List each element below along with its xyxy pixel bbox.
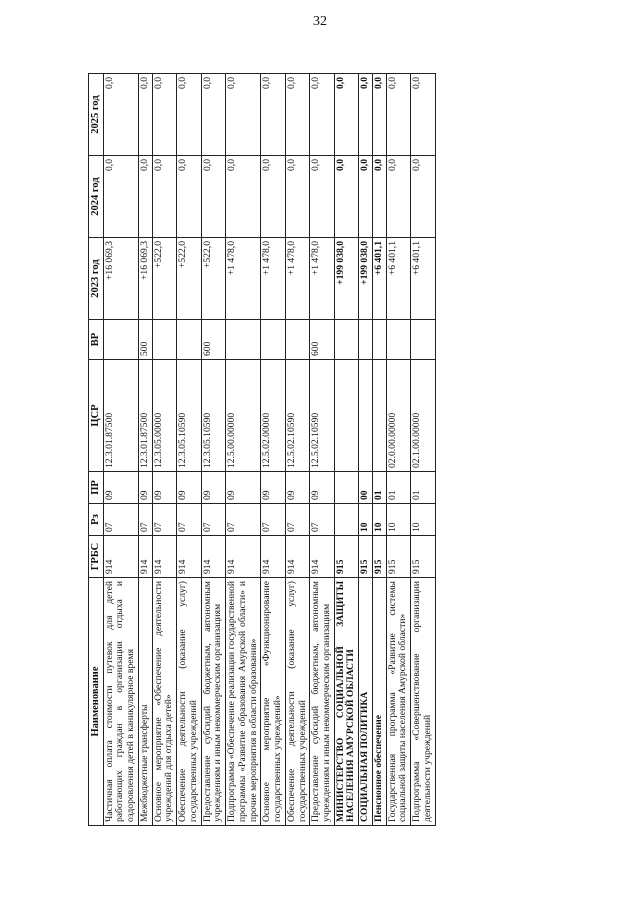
cell-2024: 0,0 [226, 156, 261, 238]
header-vr: ВР [89, 320, 104, 360]
cell-2025: 0,0 [386, 74, 410, 156]
cell-csr: 02.1.00.00000 [411, 360, 435, 472]
cell-2023: +16 069,3 [138, 238, 152, 320]
cell-rz: 10 [411, 504, 435, 536]
cell-2023: +1 478,0 [310, 238, 334, 320]
cell-name: Межбюджетные трансферты [138, 578, 152, 826]
cell-name: Подпрограмма «Обеспечение реализации государственной программы «Развитие образования Амурской области» и прочие мероприятия в области образования» [226, 578, 261, 826]
cell-csr [359, 360, 373, 472]
cell-2024: 0,0 [285, 156, 309, 238]
cell-2025: 0,0 [152, 74, 176, 156]
cell-2023: +1 478,0 [261, 238, 285, 320]
header-2024: 2024 год [89, 156, 104, 238]
cell-2025: 0,0 [359, 74, 373, 156]
table-row [359, 74, 373, 826]
header-pr: ПР [89, 472, 104, 504]
cell-csr: 12.5.02.10590 [285, 360, 309, 472]
rotated-table-frame [88, 74, 528, 826]
cell-rz: 07 [152, 504, 176, 536]
cell-pr [334, 472, 358, 504]
cell-name: Пенсионное обеспечение [372, 578, 386, 826]
cell-pr: 09 [261, 472, 285, 504]
cell-grbs: 914 [285, 536, 309, 578]
table-row [334, 74, 358, 826]
cell-2023: +6 401,1 [386, 238, 410, 320]
cell-rz: 10 [386, 504, 410, 536]
cell-grbs: 914 [226, 536, 261, 578]
header-2023: 2023 год [89, 238, 104, 320]
cell-name: Основное мероприятие «Обеспечение деятельности учреждений для отдыха детей» [152, 578, 176, 826]
cell-name: Предоставление субсидий бюджетным, автономным учреждениям и иным некоммерческим организациям [310, 578, 334, 826]
cell-pr: 09 [226, 472, 261, 504]
cell-rz: 07 [261, 504, 285, 536]
cell-rz: 07 [177, 504, 201, 536]
cell-name: Основное мероприятие «Функционирование государственных учреждений» [261, 578, 285, 826]
cell-grbs: 914 [103, 536, 138, 578]
cell-pr: 09 [285, 472, 309, 504]
cell-rz: 07 [201, 504, 225, 536]
cell-2025: 0,0 [103, 74, 138, 156]
cell-pr: 09 [177, 472, 201, 504]
cell-pr: 00 [359, 472, 373, 504]
cell-name: МИНИСТЕРСТВО СОЦИАЛЬНОЙ ЗАЩИТЫ НАСЕЛЕНИЯ АМУРСКОЙ ОБЛАСТИ [334, 578, 358, 826]
cell-2024: 0,0 [261, 156, 285, 238]
cell-2024: 0,0 [138, 156, 152, 238]
cell-2023: +199 038,0 [359, 238, 373, 320]
cell-2025: 0,0 [261, 74, 285, 156]
cell-2023: +199 038,0 [334, 238, 358, 320]
cell-2024: 0,0 [372, 156, 386, 238]
header-grbs: ГРБС [89, 536, 104, 578]
cell-grbs: 915 [359, 536, 373, 578]
rotated-page [88, 74, 528, 826]
header-rz: Рз [89, 504, 104, 536]
cell-vr [334, 320, 358, 360]
cell-grbs: 915 [411, 536, 435, 578]
cell-rz: 07 [310, 504, 334, 536]
table-row [411, 74, 435, 826]
cell-vr [359, 320, 373, 360]
cell-2025: 0,0 [226, 74, 261, 156]
cell-grbs: 914 [138, 536, 152, 578]
cell-2023: +1 478,0 [226, 238, 261, 320]
cell-grbs: 914 [177, 536, 201, 578]
cell-vr [411, 320, 435, 360]
cell-rz [334, 504, 358, 536]
table-row [201, 74, 225, 826]
cell-pr: 09 [103, 472, 138, 504]
cell-csr: 12.5.00.00000 [226, 360, 261, 472]
header-name: Наименование [89, 578, 104, 826]
cell-grbs: 914 [201, 536, 225, 578]
cell-2023: +1 478,0 [285, 238, 309, 320]
cell-name: Государственная программа «Развитие системы социальной защиты населения Амурской области» [386, 578, 410, 826]
cell-vr [226, 320, 261, 360]
cell-2025: 0,0 [334, 74, 358, 156]
table-row [386, 74, 410, 826]
table-row [261, 74, 285, 826]
cell-2024: 0,0 [177, 156, 201, 238]
cell-name: Предоставление субсидий бюджетным, автономным учреждениям и иным некоммерческим организациям [201, 578, 225, 826]
cell-2023: +522,0 [201, 238, 225, 320]
table-row [310, 74, 334, 826]
cell-csr: 12.3.05.10590 [177, 360, 201, 472]
cell-2023: +522,0 [177, 238, 201, 320]
cell-2023: +6 401,1 [411, 238, 435, 320]
cell-grbs: 915 [372, 536, 386, 578]
cell-name: Обеспечение деятельности (оказание услуг) государственных учреждений [285, 578, 309, 826]
cell-pr: 09 [310, 472, 334, 504]
cell-2025: 0,0 [177, 74, 201, 156]
cell-2024: 0,0 [201, 156, 225, 238]
cell-2024: 0,0 [334, 156, 358, 238]
cell-grbs: 914 [261, 536, 285, 578]
cell-rz: 07 [103, 504, 138, 536]
table-body [103, 74, 435, 826]
table-row [177, 74, 201, 826]
cell-2024: 0,0 [359, 156, 373, 238]
cell-2025: 0,0 [285, 74, 309, 156]
cell-rz: 07 [226, 504, 261, 536]
table-row [285, 74, 309, 826]
cell-rz: 07 [138, 504, 152, 536]
cell-2025: 0,0 [138, 74, 152, 156]
cell-2025: 0,0 [372, 74, 386, 156]
cell-2023: +522,0 [152, 238, 176, 320]
cell-2025: 0,0 [310, 74, 334, 156]
cell-vr [152, 320, 176, 360]
header-csr: ЦСР [89, 360, 104, 472]
cell-pr: 01 [411, 472, 435, 504]
table-row [152, 74, 176, 826]
cell-csr: 12.3.01.87500 [138, 360, 152, 472]
cell-csr: 12.5.02.10590 [310, 360, 334, 472]
cell-2024: 0,0 [103, 156, 138, 238]
table-row [138, 74, 152, 826]
cell-vr [261, 320, 285, 360]
cell-2024: 0,0 [310, 156, 334, 238]
budget-table [88, 73, 436, 826]
cell-grbs: 915 [386, 536, 410, 578]
table-header-row [89, 74, 104, 826]
cell-2024: 0,0 [386, 156, 410, 238]
cell-name: Подпрограмма «Совершенствование организации деятельности учреждений [411, 578, 435, 826]
cell-pr: 01 [386, 472, 410, 504]
cell-csr [334, 360, 358, 472]
cell-2025: 0,0 [201, 74, 225, 156]
cell-vr [372, 320, 386, 360]
table-row [372, 74, 386, 826]
cell-vr: 500 [138, 320, 152, 360]
cell-grbs: 915 [334, 536, 358, 578]
cell-2025: 0,0 [411, 74, 435, 156]
cell-csr [372, 360, 386, 472]
cell-csr: 12.5.02.00000 [261, 360, 285, 472]
cell-name: Обеспечение деятельности (оказание услуг) государственных учреждений [177, 578, 201, 826]
cell-2023: +16 069,3 [103, 238, 138, 320]
cell-pr: 09 [138, 472, 152, 504]
cell-csr: 02.0.00.00000 [386, 360, 410, 472]
table-row [226, 74, 261, 826]
cell-2024: 0,0 [411, 156, 435, 238]
table-row [103, 74, 138, 826]
cell-vr [103, 320, 138, 360]
cell-pr: 09 [201, 472, 225, 504]
cell-vr [177, 320, 201, 360]
cell-2023: +6 401,1 [372, 238, 386, 320]
header-2025: 2025 год [89, 74, 104, 156]
cell-csr: 12.3.05.10590 [201, 360, 225, 472]
cell-name: СОЦИАЛЬНАЯ ПОЛИТИКА [359, 578, 373, 826]
cell-csr: 12.3.05.00000 [152, 360, 176, 472]
cell-grbs: 914 [152, 536, 176, 578]
page-number: 32 [313, 14, 327, 29]
cell-vr: 600 [201, 320, 225, 360]
cell-pr: 01 [372, 472, 386, 504]
cell-vr [386, 320, 410, 360]
cell-rz: 10 [359, 504, 373, 536]
cell-name: Частичная оплата стоимости путевок для детей работающих граждан в организации отдыха и оздоровления детей в каникулярное время [103, 578, 138, 826]
cell-pr: 09 [152, 472, 176, 504]
cell-rz: 07 [285, 504, 309, 536]
cell-vr: 600 [310, 320, 334, 360]
cell-2024: 0,0 [152, 156, 176, 238]
cell-grbs: 914 [310, 536, 334, 578]
cell-vr [285, 320, 309, 360]
cell-rz: 10 [372, 504, 386, 536]
cell-csr: 12.3.01.87500 [103, 360, 138, 472]
